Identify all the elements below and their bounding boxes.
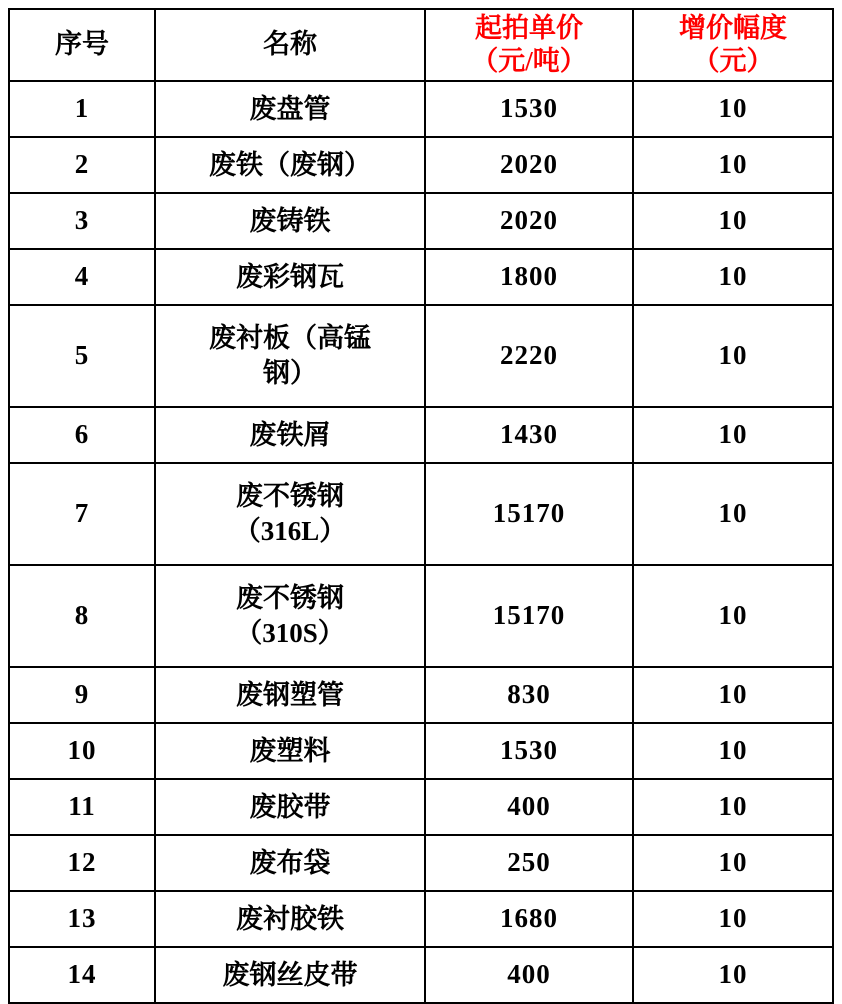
cell-increment: 10 (633, 779, 833, 835)
cell-start-price: 400 (425, 779, 633, 835)
table-body (9, 81, 833, 1003)
cell-start-price: 2020 (425, 137, 633, 193)
cell-index: 8 (9, 565, 155, 667)
cell-item-name (155, 947, 425, 1003)
header-increment-line1: 增价幅度 (679, 13, 787, 43)
cell-index: 4 (9, 249, 155, 305)
cell-index: 5 (9, 305, 155, 407)
cell-item-name-line2: （316L） (233, 515, 347, 546)
header-increment-line2: （元） (692, 45, 774, 76)
cell-item-name-line2: 钢） (263, 357, 317, 388)
cell-item-name-line1: 废塑料 (249, 735, 331, 766)
cell-item-name-line1: 废不锈钢 (236, 481, 344, 512)
cell-start-price: 1530 (425, 723, 633, 779)
table-row (9, 947, 833, 1003)
table-row (9, 779, 833, 835)
cell-item-name (155, 891, 425, 947)
cell-index: 1 (9, 81, 155, 137)
cell-start-price: 830 (425, 667, 633, 723)
cell-item-name (155, 81, 425, 137)
cell-index: 14 (9, 947, 155, 1003)
cell-item-name (155, 835, 425, 891)
cell-increment: 10 (633, 193, 833, 249)
cell-index: 12 (9, 835, 155, 891)
header-start-price-line2: （元/吨） (471, 45, 587, 76)
cell-index: 2 (9, 137, 155, 193)
table-row (9, 891, 833, 947)
cell-item-name-line1: 废铁（废钢） (209, 149, 371, 180)
cell-start-price: 1430 (425, 407, 633, 463)
cell-index: 7 (9, 463, 155, 565)
cell-index: 6 (9, 407, 155, 463)
table-header-row (9, 9, 833, 81)
header-index: 序号 (9, 9, 155, 81)
cell-item-name-line1: 废铁屑 (249, 419, 331, 450)
table-row (9, 137, 833, 193)
cell-increment: 10 (633, 463, 833, 565)
cell-item-name (155, 137, 425, 193)
header-start-price (425, 9, 633, 81)
cell-item-name (155, 193, 425, 249)
table-row (9, 667, 833, 723)
header-increment (633, 9, 833, 81)
cell-increment: 10 (633, 81, 833, 137)
cell-item-name-line1: 废盘管 (249, 93, 331, 124)
table-row (9, 81, 833, 137)
cell-increment: 10 (633, 723, 833, 779)
cell-item-name-line1: 废胶带 (249, 791, 331, 822)
cell-index: 3 (9, 193, 155, 249)
cell-item-name-line1: 废钢丝皮带 (222, 959, 358, 990)
cell-increment: 10 (633, 407, 833, 463)
cell-item-name-line1: 废衬胶铁 (236, 903, 344, 934)
cell-start-price: 15170 (425, 463, 633, 565)
table-row (9, 249, 833, 305)
cell-start-price: 400 (425, 947, 633, 1003)
cell-item-name (155, 723, 425, 779)
cell-increment: 10 (633, 137, 833, 193)
cell-increment: 10 (633, 249, 833, 305)
table-row (9, 463, 833, 565)
cell-start-price: 2020 (425, 193, 633, 249)
table-row (9, 565, 833, 667)
cell-item-name (155, 407, 425, 463)
cell-item-name (155, 249, 425, 305)
cell-item-name-line1: 废铸铁 (249, 205, 331, 236)
cell-item-name (155, 565, 425, 667)
table-row (9, 305, 833, 407)
scrap-price-table (8, 8, 834, 1004)
cell-index: 9 (9, 667, 155, 723)
cell-item-name-line2: （310S） (235, 617, 345, 648)
table-row (9, 835, 833, 891)
cell-start-price: 250 (425, 835, 633, 891)
cell-increment: 10 (633, 891, 833, 947)
table-row (9, 193, 833, 249)
cell-increment: 10 (633, 667, 833, 723)
cell-increment: 10 (633, 305, 833, 407)
cell-index: 10 (9, 723, 155, 779)
cell-start-price: 15170 (425, 565, 633, 667)
cell-index: 13 (9, 891, 155, 947)
cell-increment: 10 (633, 947, 833, 1003)
cell-increment: 10 (633, 565, 833, 667)
header-name: 名称 (155, 9, 425, 81)
table-header (9, 9, 833, 81)
cell-index: 11 (9, 779, 155, 835)
cell-item-name (155, 779, 425, 835)
cell-item-name-line1: 废衬板（高锰 (209, 323, 371, 354)
cell-start-price: 1530 (425, 81, 633, 137)
cell-start-price: 1680 (425, 891, 633, 947)
cell-item-name (155, 463, 425, 565)
cell-item-name-line1: 废钢塑管 (236, 679, 344, 710)
cell-item-name-line1: 废布袋 (249, 847, 331, 878)
cell-increment: 10 (633, 835, 833, 891)
cell-start-price: 1800 (425, 249, 633, 305)
cell-start-price: 2220 (425, 305, 633, 407)
table-row (9, 407, 833, 463)
cell-item-name-line1: 废彩钢瓦 (236, 261, 344, 292)
cell-item-name-line1: 废不锈钢 (236, 583, 344, 614)
cell-item-name (155, 305, 425, 407)
cell-item-name (155, 667, 425, 723)
table-row (9, 723, 833, 779)
header-start-price-line1: 起拍单价 (475, 13, 583, 43)
